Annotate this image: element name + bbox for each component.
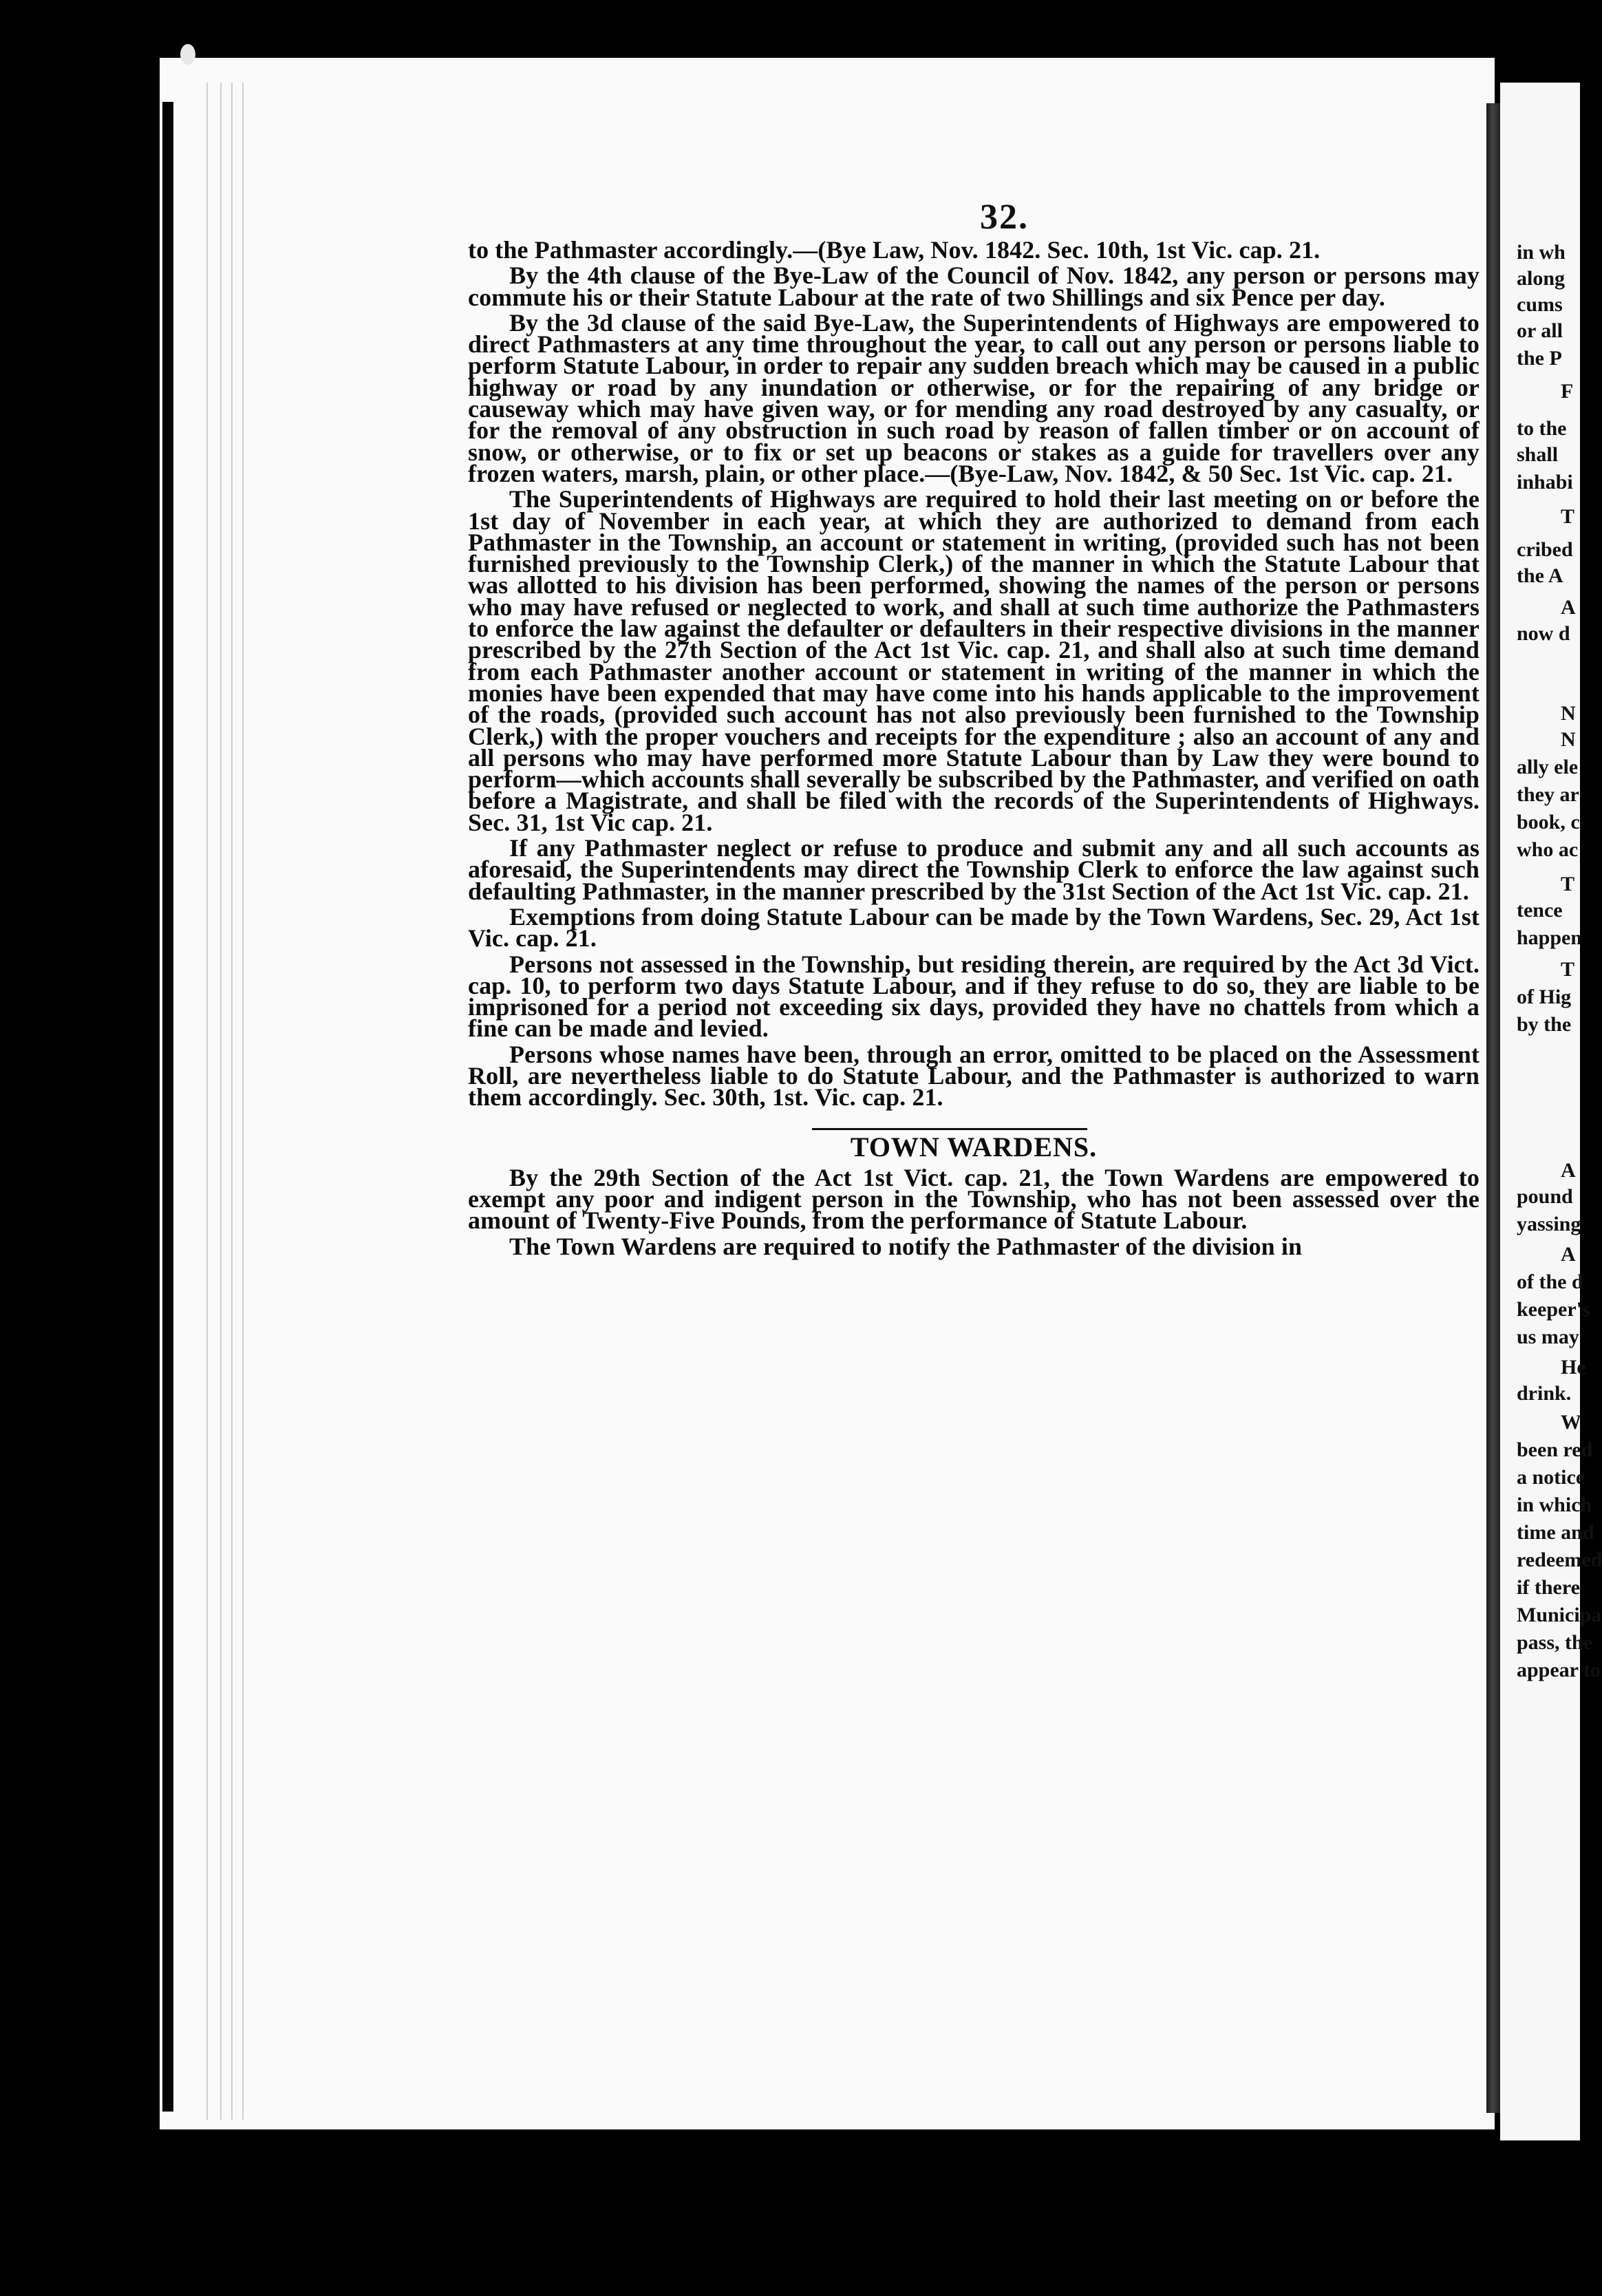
facing-page-line: drink. — [1517, 1382, 1572, 1405]
facing-page-line: cribed — [1517, 538, 1573, 561]
scan-speck — [180, 44, 195, 65]
facing-page-line: if there — [1517, 1576, 1580, 1599]
facing-page-line: pound — [1517, 1185, 1573, 1208]
facing-page-line: happen — [1517, 926, 1583, 949]
facing-page-line: or all — [1517, 319, 1563, 342]
facing-page-line: He — [1561, 1356, 1586, 1379]
facing-page-line: A — [1561, 1243, 1576, 1266]
facing-page-line: N — [1561, 702, 1576, 725]
paragraph: The Superintendents of Highways are required to hold their last meeting on or before the 1st day of November in each year, at which they are authorized to demand from each Pathmaster in the Township, an account or statement in writing, (provided such has not been furnished previously to the Township Clerk,) of the manner in which the Statute Labour that was allotted to his division has been performed, showing the names of the person or persons who may have refused or neglected to work, and shall at such time authorize the Pathmasters to enforce the law against the defaulter or defaulters in their respective divisions in the manner prescribed by the 27th Section of the Act 1st Vic. cap. 21, and shall also at such time demand from each Pathmaster another account or statement in writing of the manner in which the monies have been expended that may have come into his hands applicable to the improvement of the roads, (provided such account has not also previously been furnished to the Township Clerk,) with the proper vouchers and receipts for the expenditure ; also an account of any and all persons who may have performed more Statute Labour than by Law they were bound to perform—which accounts shall severally be subscribed by the Pathmaster, and verified on oath before a Magistrate, and shall be filed with the records of the Superintendents of Highways. Sec. 31, 1st Vic cap. 21. — [468, 485, 1480, 836]
facing-page-line: T — [1561, 958, 1575, 981]
facing-page-line: they ar — [1517, 783, 1579, 806]
page-number: 32. — [980, 198, 1029, 237]
facing-page-line: A — [1561, 596, 1576, 619]
paragraph: If any Pathmaster neglect or refuse to produce and submit any and all such accounts as aforesaid, the Superintendents may direct the Township Clerk to enforce the law against such defaulting Pathmaster, in the manner prescribed by the 31st Section of the Act 1st Vic. cap. 21. — [468, 834, 1480, 905]
facing-page-line: time and — [1517, 1521, 1594, 1544]
paragraph: Exemptions from doing Statute Labour can be made by the Town Wardens, Sec. 29, Act 1st Vic. cap. 21. — [468, 902, 1480, 953]
paragraph: Persons whose names have been, through an error, omitted to be placed on the Assessment Roll, are nevertheless liable to do Statute Labour, and the Pathmaster is authorized to warn them accordingly. Sec. 30th, 1st. Vic. cap. 21. — [468, 1040, 1480, 1112]
facing-page-line: of Hig — [1517, 986, 1572, 1008]
paragraph: The Town Wardens are required to notify the Pathmaster of the division in — [509, 1232, 1303, 1260]
facing-page-line: ally ele — [1517, 756, 1579, 778]
facing-page-line: appear to — [1517, 1659, 1601, 1681]
facing-page-line: W — [1561, 1411, 1581, 1434]
facing-page-line: a notice — [1517, 1466, 1585, 1489]
facing-page-line: now d — [1517, 622, 1570, 645]
facing-page-line: in wh — [1517, 241, 1566, 264]
facing-page-line: redeemed — [1517, 1549, 1602, 1571]
facing-page-line: book, c — [1517, 811, 1580, 833]
facing-page-line: N — [1561, 728, 1576, 751]
facing-page-line: by the — [1517, 1013, 1572, 1036]
facing-page-line: the P — [1517, 347, 1562, 370]
page-body — [468, 236, 1480, 1262]
binding-edge — [162, 102, 173, 2112]
facing-page-line: inhabi — [1517, 471, 1573, 493]
paragraph: Persons not assessed in the Township, but residing therein, are required by the Act 3d Vict. cap. 10, to perform two days Statute Labour, and if they refuse to do so, they are liable to be imprisoned for a period not exceeding six days, provided they have no chattels from which a fine can be made and levied. — [468, 950, 1480, 1043]
paragraph: to the Pathmaster accordingly.—(Bye Law, Nov. 1842. Sec. 10th, 1st Vic. cap. 21. — [468, 236, 1321, 264]
facing-page-line: to the — [1517, 417, 1567, 440]
facing-page-line: in which — [1517, 1494, 1592, 1516]
paragraph: By the 3d clause of the said Bye-Law, the Superintendents of Highways are empowered to direct Pathmasters at any time throughout the year, to call out any person or persons liable to perform Statute Labour, in order to repair any sudden breach which may be caused in a public highway or road by any inundation or otherwise, or for the repairing of any bridge or causeway which may have given way, or for mending any road destroyed by any casualty, or for the removal of any obstruction in such road by reason of fallen timber or on account of snow, or otherwise, or to fix or set up beacons or stakes as a guide for travellers over any frozen waters, marsh, plain, or other place.—(Bye-Law, Nov. 1842, & 50 Sec. 1st Vic. cap. 21. — [468, 308, 1480, 487]
paragraph: By the 29th Section of the Act 1st Vict. cap. 21, the Town Wardens are empowered to exempt any poor and indigent person in the Township, who has not been assessed over the amount of Twenty-Five Pounds, from the performance of Statute Labour. — [468, 1163, 1480, 1235]
facing-page-line: us may — [1517, 1326, 1579, 1348]
facing-page-line: tence — [1517, 899, 1563, 922]
facing-page-line: the A — [1517, 564, 1563, 587]
page-edge-line — [231, 83, 233, 2120]
facing-page-line: keeper's — [1517, 1298, 1590, 1321]
facing-page-line: yassing — [1517, 1213, 1581, 1235]
facing-page-line: F — [1561, 380, 1574, 403]
facing-page-line: shall — [1517, 443, 1559, 466]
facing-page-fragment — [1500, 83, 1602, 2140]
page-edge-line — [206, 83, 208, 2120]
facing-page-line: been red — [1517, 1438, 1593, 1461]
book-gutter — [1486, 103, 1500, 2113]
facing-page-line: Municipa — [1517, 1604, 1602, 1626]
paragraph: By the 4th clause of the Bye-Law of the Council of Nov. 1842, any person or persons may commute his or their Statute Labour at the rate of two Shillings and six Pence per day. — [468, 262, 1480, 311]
facing-page-line: pass, the — [1517, 1631, 1593, 1654]
facing-page-line: along — [1517, 267, 1566, 290]
facing-page-line: who ac — [1517, 838, 1579, 861]
page-edge-line — [220, 83, 222, 2120]
section-heading: TOWN WARDENS. — [468, 1128, 1480, 1158]
facing-page-line: T — [1561, 873, 1575, 895]
facing-page-line: of the d — [1517, 1271, 1583, 1293]
facing-page-line: cums — [1517, 293, 1563, 316]
facing-page-line: A — [1561, 1159, 1576, 1182]
facing-page-line: T — [1561, 505, 1575, 528]
page-edge-line — [242, 83, 244, 2120]
